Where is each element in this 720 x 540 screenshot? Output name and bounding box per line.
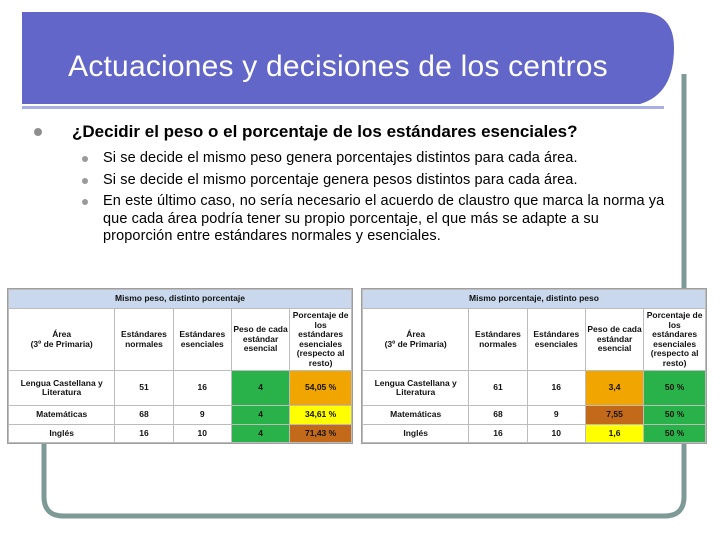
header-area: Área (3º de Primaria) [363, 309, 469, 371]
bullet-dot-icon [34, 128, 42, 136]
cell-peso: 3,4 [585, 371, 643, 406]
cell-peso: 4 [231, 371, 289, 406]
header-porcentaje: Porcentaje de los estándares esenciales (respecto al resto) [290, 309, 352, 371]
cell-normales: 16 [469, 424, 527, 442]
cell-normales: 68 [115, 406, 173, 424]
table-row [9, 371, 352, 406]
cell-porcentaje: 50 % [644, 406, 706, 424]
cell-peso: 4 [231, 424, 289, 442]
header-normales: Estándares normales [469, 309, 527, 371]
cell-porcentaje: 34,61 % [290, 406, 352, 424]
table-caption: Mismo peso, distinto porcentaje [9, 290, 352, 309]
bullet-dot-icon [82, 199, 88, 205]
header-normales: Estándares normales [115, 309, 173, 371]
cell-normales: 16 [115, 424, 173, 442]
cell-area: Lengua Castellana y Literatura [363, 371, 469, 406]
cell-esenciales: 9 [173, 406, 231, 424]
sub-bullet [82, 172, 672, 190]
question-text: ¿Decidir el peso o el porcentaje de los estándares esenciales? [72, 122, 578, 141]
cell-area: Inglés [363, 424, 469, 442]
table-row [363, 424, 706, 442]
cell-area: Matemáticas [363, 406, 469, 424]
cell-esenciales: 9 [527, 406, 585, 424]
header-area: Área (3º de Primaria) [9, 309, 115, 371]
sub-bullet-text: En este último caso, no sería necesario el acuerdo de claustro que marca la norma ya que cada área podría tener su propio porcentaje, el que más se adapte a su proporción entre estándares normales y esenciales. [103, 193, 665, 244]
cell-area: Lengua Castellana y Literatura [9, 371, 115, 406]
table-mismo-porcentaje [361, 288, 707, 444]
table-mismo-peso [7, 288, 353, 444]
sub-bullet-list [82, 150, 672, 250]
cell-porcentaje: 50 % [644, 424, 706, 442]
sub-bullet-text: Si se decide el mismo porcentaje genera pesos distintos para cada área. [103, 171, 578, 188]
table-row [9, 406, 352, 424]
sub-bullet [82, 150, 672, 168]
sub-bullet [82, 193, 672, 246]
table-row [363, 406, 706, 424]
cell-porcentaje: 50 % [644, 371, 706, 406]
cell-esenciales: 16 [173, 371, 231, 406]
header-porcentaje: Porcentaje de los estándares esenciales (respecto al resto) [644, 309, 706, 371]
table-row [9, 424, 352, 442]
cell-normales: 61 [469, 371, 527, 406]
header-esenciales: Estándares esenciales [173, 309, 231, 371]
cell-peso: 4 [231, 406, 289, 424]
table-caption: Mismo porcentaje, distinto peso [363, 290, 706, 309]
cell-peso: 1,6 [585, 424, 643, 442]
table-row [363, 371, 706, 406]
cell-area: Inglés [9, 424, 115, 442]
bullet-dot-icon [82, 178, 88, 184]
bullet-dot-icon [82, 156, 88, 162]
main-bullet [34, 122, 674, 142]
cell-porcentaje: 54,05 % [290, 371, 352, 406]
header-underline [22, 106, 664, 109]
cell-esenciales: 10 [527, 424, 585, 442]
cell-esenciales: 16 [527, 371, 585, 406]
cell-normales: 51 [115, 371, 173, 406]
cell-esenciales: 10 [173, 424, 231, 442]
cell-peso: 7,55 [585, 406, 643, 424]
header-esenciales: Estándares esenciales [527, 309, 585, 371]
slide-title: Actuaciones y decisiones de los centros [68, 50, 608, 83]
cell-porcentaje: 71,43 % [290, 424, 352, 442]
cell-area: Matemáticas [9, 406, 115, 424]
cell-normales: 68 [469, 406, 527, 424]
sub-bullet-text: Si se decide el mismo peso genera porcentajes distintos para cada área. [103, 150, 578, 166]
header-peso: Peso de cada estándar esencial [231, 309, 289, 371]
header-peso: Peso de cada estándar esencial [585, 309, 643, 371]
